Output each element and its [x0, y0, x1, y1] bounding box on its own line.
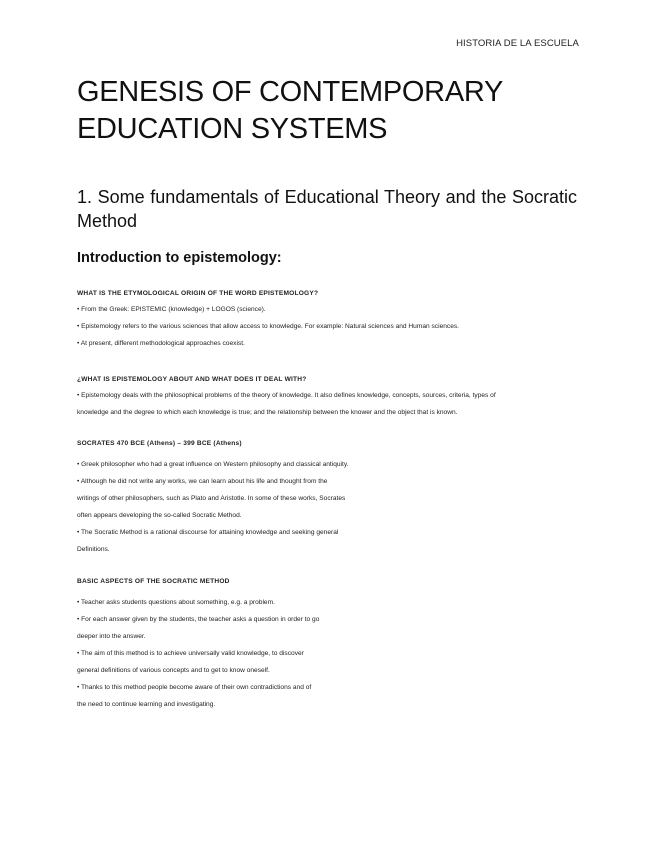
- content-block-socratic-method: [77, 578, 577, 709]
- body-line: • Greek philosopher who had a great influence on Western philosophy and classical antiquity.: [77, 461, 349, 468]
- body-line: • The Socratic Method is a rational discourse for attaining knowledge and seeking general: [77, 529, 339, 536]
- document-title-line: EDUCATION SYSTEMS: [77, 113, 388, 145]
- bullet-line: • At present, different methodological approaches coexist.: [77, 340, 245, 347]
- body-line: Definitions.: [77, 546, 110, 553]
- content-block-socrates: [77, 440, 577, 554]
- section-heading: 1. Some fundamentals of Educational Theory and the Socratic Method: [77, 187, 577, 231]
- body-line: • Thanks to this method people become aware of their own contradictions and of: [77, 684, 312, 691]
- body-line: deeper into the answer.: [77, 633, 146, 640]
- document-title-line: GENESIS OF CONTEMPORARY: [77, 76, 504, 108]
- body-line: • Teacher asks students questions about something, e.g. a problem.: [77, 599, 275, 606]
- body-line: • Epistemology deals with the philosophical problems of the theory of knowledge. It also defines knowledge, concepts, sources, criteria, types of: [77, 392, 496, 399]
- block-title: SOCRATES 470 BCE (Athens) – 399 BCE (Athens): [77, 440, 242, 447]
- block-title: WHAT IS THE ETYMOLOGICAL ORIGIN OF THE WORD EPISTEMOLOGY?: [77, 290, 319, 297]
- body-line: often appears developing the so-called Socratic Method.: [77, 512, 242, 519]
- content-block-epistemology: [77, 376, 577, 417]
- document-title: [77, 74, 597, 148]
- header-course-name: HISTORIA DE LA ESCUELA: [456, 38, 579, 49]
- bullet-line: • From the Greek: EPISTEMIC (knowledge) + LOGOS (science).: [77, 306, 266, 313]
- body-line: • Although he did not write any works, we can learn about his life and thought from the: [77, 478, 328, 485]
- body-line: knowledge and the degree to which each knowledge is true; and the relationship between the knower and the object that is known.: [77, 409, 458, 416]
- block-title: BASIC ASPECTS OF THE SOCRATIC METHOD: [77, 578, 230, 585]
- body-line: • The aim of this method is to achieve universally valid knowledge, to discover: [77, 650, 304, 657]
- bullet-line: • Epistemology refers to the various sciences that allow access to knowledge. For example: Natural sciences and Human sciences.: [77, 323, 459, 330]
- content-block-etymology: [77, 290, 577, 348]
- body-line: • For each answer given by the students, the teacher asks a question in order to go: [77, 616, 320, 623]
- body-line: general definitions of various concepts and to get to know oneself.: [77, 667, 270, 674]
- block-title: ¿WHAT IS EPISTEMOLOGY ABOUT AND WHAT DOES IT DEAL WITH?: [77, 376, 307, 383]
- body-line: the need to continue learning and investigating.: [77, 701, 216, 708]
- body-line: writings of other philosophers, such as Plato and Aristotle. In some of these works, Socrates: [77, 495, 346, 502]
- sub-heading: Introduction to epistemology:: [77, 250, 282, 266]
